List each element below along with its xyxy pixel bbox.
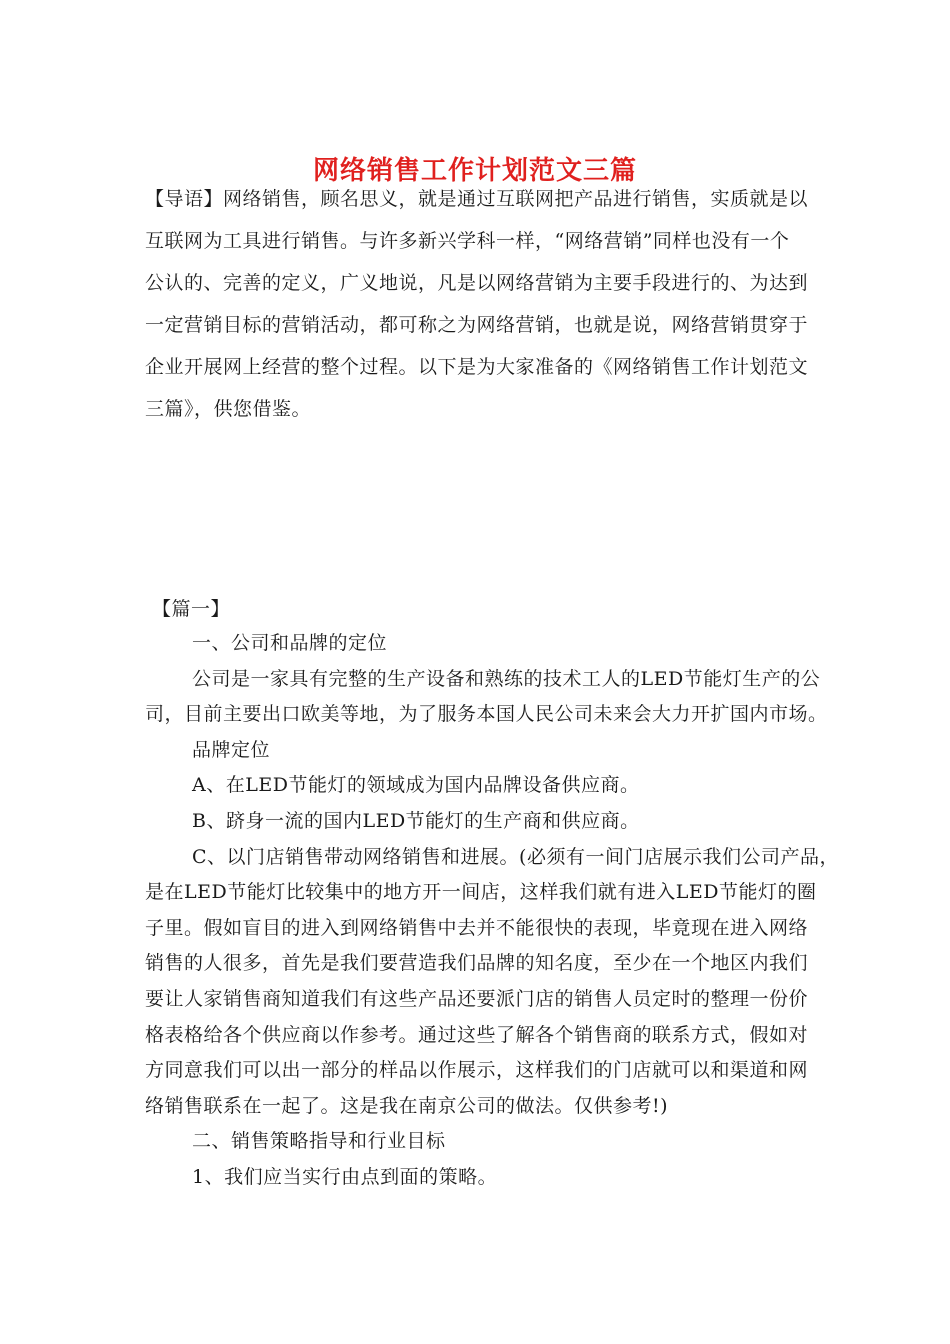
body-line: 销售的人很多，首先是我们要营造我们品牌的知名度，至少在一个地区内我们 [145,952,809,974]
body-line: C、以门店销售带动网络销售和进展。(必须有一间门店展示我们公司产品， [192,846,839,868]
body-line: 一、公司和品牌的定位 [192,632,388,654]
body-line: 方同意我们可以出一部分的样品以作展示，这样我们的门店就可以和渠道和网 [145,1059,809,1081]
body-line: 是在LED节能灯比较集中的地方开一间店，这样我们就有进入LED节能灯的圈 [145,881,817,903]
body-line: 公司是一家具有完整的生产设备和熟练的技术工人的LED节能灯生产的公 [192,668,821,690]
body-line: 要让人家销售商知道我们有这些产品还要派门店的销售人员定时的整理一份价 [145,988,809,1010]
body-line: 1、我们应当实行由点到面的策略。 [192,1166,498,1188]
intro-line: 一定营销目标的营销活动，都可称之为网络营销，也就是说，网络营销贯穿于 [145,314,809,336]
body-line: 格表格给各个供应商以作参考。通过这些了解各个销售商的联系方式，假如对 [145,1024,809,1046]
intro-line: 企业开展网上经营的整个过程。以下是为大家准备的《网络销售工作计划范文 [145,356,809,378]
intro-line: 【导语】网络销售，顾名思义，就是通过互联网把产品进行销售，实质就是以 [145,188,809,210]
body-line: B、跻身一流的国内LED节能灯的生产商和供应商。 [192,810,640,832]
body-line: A、在LED节能灯的领域成为国内品牌设备供应商。 [192,774,640,796]
body-line: 络销售联系在一起了。这是我在南京公司的做法。仅供参考!) [145,1095,669,1117]
body-line: 司，目前主要出口欧美等地，为了服务本国人民公司未来会大力开扩国内市场。 [145,703,828,725]
body-line: 二、销售策略指导和行业目标 [192,1130,446,1152]
section-label: 【篇一】 [152,598,231,620]
intro-line: 互联网为工具进行销售。与许多新兴学科一样，“网络营销”同样也没有一个 [145,230,790,252]
intro-line: 公认的、完善的定义，广义地说，凡是以网络营销为主要手段进行的、为达到 [145,272,809,294]
document-title: 网络销售工作计划范文三篇 [312,156,637,186]
body-line: 子里。假如盲目的进入到网络销售中去并不能很快的表现，毕竟现在进入网络 [145,917,809,939]
body-line: 品牌定位 [192,739,271,761]
intro-line: 三篇》，供您借鉴。 [145,398,312,420]
